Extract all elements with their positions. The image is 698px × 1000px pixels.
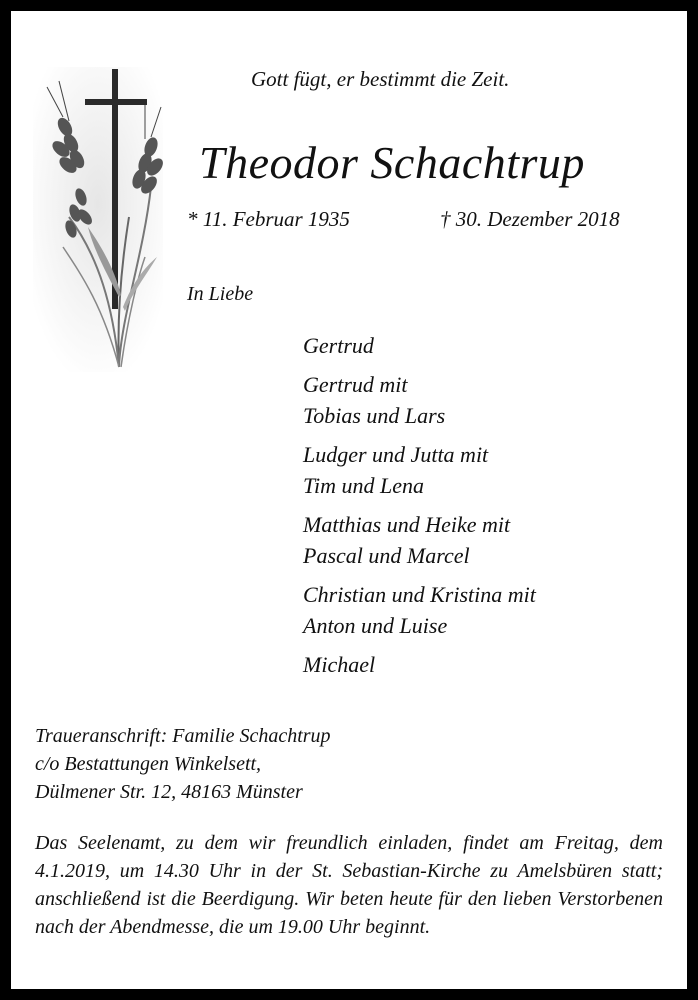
address-line: c/o Bestattungen Winkelsett, [35,753,262,775]
mourner-line: Pascal und Marcel [303,543,470,568]
mourner-entry [303,439,536,501]
deceased-name: Theodor Schachtrup [199,137,585,188]
death-date: † 30. Dezember 2018 [440,207,620,231]
mourning-address [35,722,331,806]
address-line: Traueranschrift: Familie Schachtrup [35,725,331,747]
mourner-entry [303,330,536,361]
mourner-line: Gertrud mit [303,372,408,397]
mourner-line: Michael [303,652,376,677]
mourner-entry [303,579,536,641]
mourner-line: Tobias und Lars [303,403,446,428]
mourner-entry [303,369,536,431]
mourners-list [303,330,536,688]
address-line: Dülmener Str. 12, 48163 Münster [35,781,303,803]
mourner-entry [303,649,536,680]
mourner-entry [303,509,536,571]
mourner-line: Ludger und Jutta mit [303,442,489,467]
mourner-line: Gertrud [303,333,374,358]
obituary-notice [11,11,687,989]
motto: Gott fügt, er bestimmt die Zeit. [251,67,510,91]
mourner-line: Tim und Lena [303,473,425,498]
mourner-line: Matthias und Heike mit [303,512,511,537]
birth-date: * 11. Februar 1935 [187,207,350,231]
mourner-line: Anton und Luise [303,613,448,638]
service-notice: Das Seelenamt, zu dem wir freundlich einladen, findet am Freitag, dem 4.1.2019, um 14.30 Uhr in der St. Sebastian-Kirche zu Amelsbüren statt; anschließend ist die Beerdigung. Wir beten heute für den lieben Verstorbenen nach der Abendmesse, die um 19.00 Uhr beginnt. [35,832,663,938]
mourner-line: Christian und Kristina mit [303,582,536,607]
in-love-label: In Liebe [187,283,254,305]
cross-wheat-icon [33,67,163,372]
